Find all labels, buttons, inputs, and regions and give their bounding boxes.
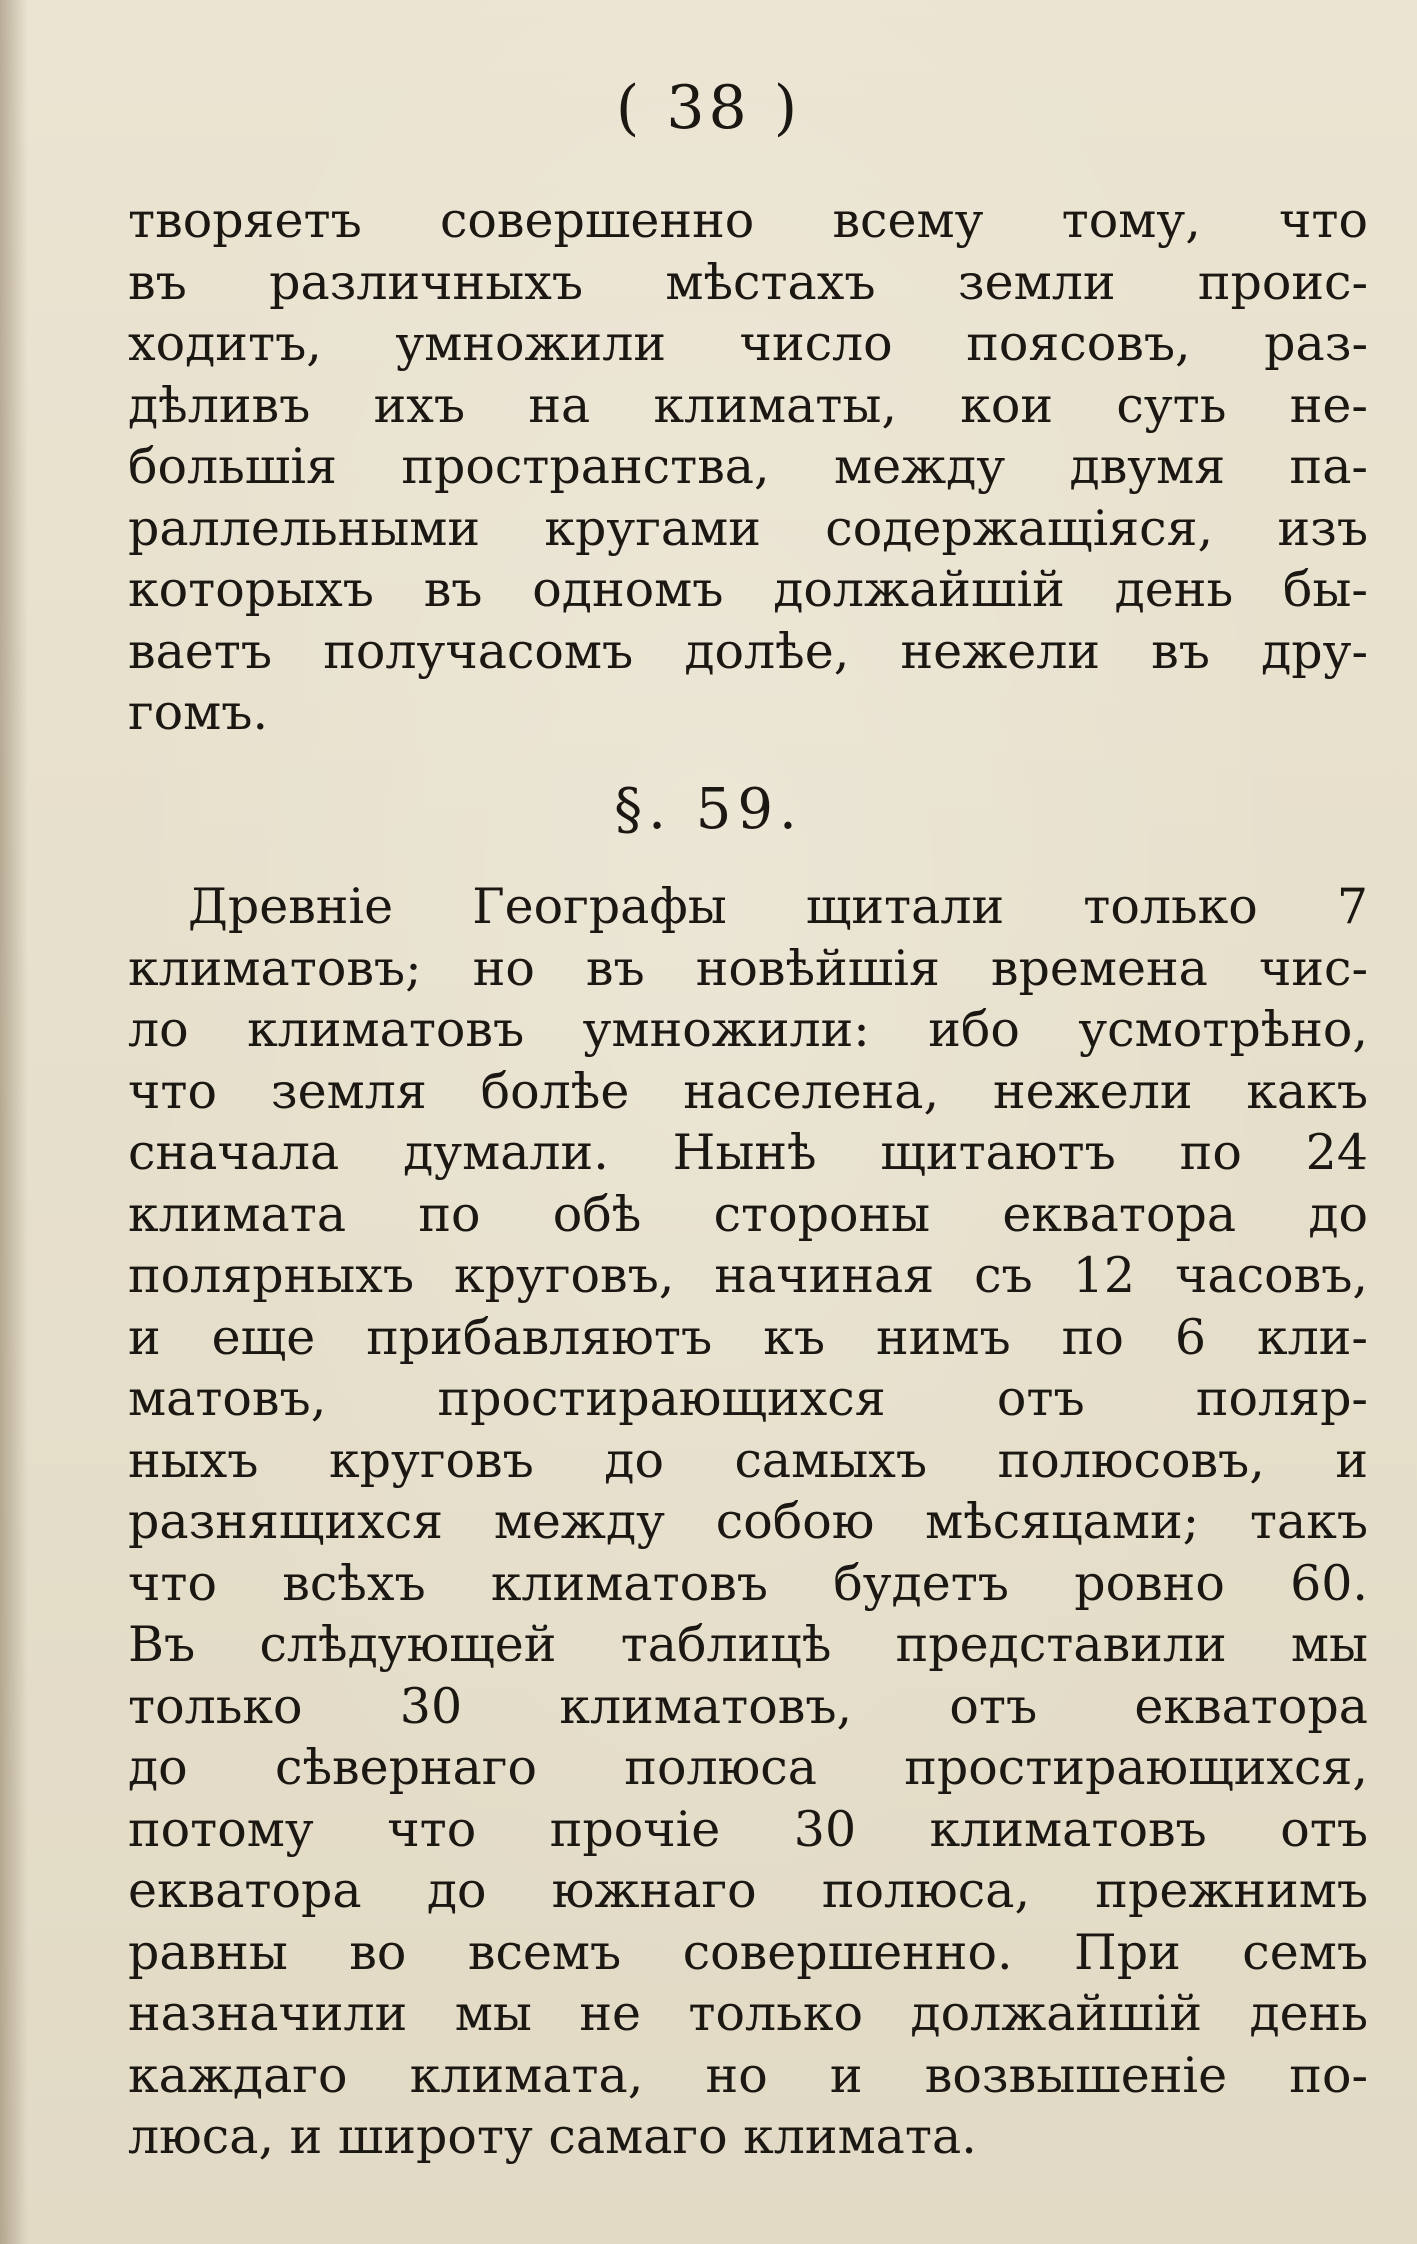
page-number: ( 38 ) xyxy=(615,73,802,143)
text-line: раллельными кругами содержащіяся, изъ xyxy=(128,499,1368,557)
text-line: только 30 климатовъ, отъ екватора xyxy=(128,1677,1368,1735)
text-line: екватора до южнаго полюса, прежнимъ xyxy=(128,1862,1368,1919)
text-line: Древніе Географы щитали только 7 xyxy=(188,878,1368,935)
text-line: сначала думали. Нынѣ щитаютъ по 24 xyxy=(128,1124,1368,1181)
text-line: что всѣхъ климатовъ будетъ ровно 60. xyxy=(128,1554,1368,1612)
binding-shadow xyxy=(0,0,28,2244)
text-line: назначили мы не только должайшій день xyxy=(128,1985,1368,2042)
text-line: люса, и широту самаго климата. xyxy=(128,2108,977,2165)
text-line: дѣливъ ихъ на климаты, кои суть не- xyxy=(128,376,1368,434)
text-line: творяетъ совершенно всему тому, что xyxy=(128,192,1368,249)
paragraph-section-59 xyxy=(128,876,1368,2168)
text-line: большія пространства, между двумя па- xyxy=(128,438,1368,495)
section-heading: §. 59. xyxy=(614,777,803,842)
text-line: равны во всемъ совершенно. При семъ xyxy=(128,1923,1368,1981)
text-line: климата по обѣ стороны екватора до xyxy=(128,1185,1368,1243)
text-line: въ различныхъ мѣстахъ земли проис- xyxy=(128,253,1368,311)
text-line: ныхъ круговъ до самыхъ полюсовъ, и xyxy=(128,1431,1368,1489)
text-line: климатовъ; но въ новѣйшія времена чис- xyxy=(128,939,1368,997)
text-line: до сѣвернаго полюса простирающихся, xyxy=(128,1739,1368,1796)
text-line: ваетъ получасомъ долѣе, нежели въ дру- xyxy=(128,622,1368,680)
text-line: разнящихся между собою мѣсяцами; такъ xyxy=(128,1493,1368,1550)
text-line: полярныхъ круговъ, начиная съ 12 часовъ, xyxy=(128,1247,1368,1304)
text-line: ло климатовъ умножили: ибо усмотрѣно, xyxy=(128,1001,1368,1058)
paragraph-continuation xyxy=(128,190,1368,744)
text-line: ходитъ, умножили число поясовъ, раз- xyxy=(128,315,1368,372)
text-line: и еще прибавляютъ къ нимъ по 6 кли- xyxy=(128,1308,1368,1366)
text-line: потому что прочіе 30 климатовъ отъ xyxy=(128,1800,1368,1858)
text-line: матовъ, простирающихся отъ поляр- xyxy=(128,1370,1368,1427)
text-line: гомъ. xyxy=(128,684,269,741)
text-line: Въ слѣдующей таблицѣ представили мы xyxy=(128,1616,1368,1673)
text-line: что земля болѣе населена, нежели какъ xyxy=(128,1062,1368,1120)
text-line: каждаго климата, но и возвышеніе по- xyxy=(128,2046,1368,2104)
text-line: которыхъ въ одномъ должайшій день бы- xyxy=(128,561,1368,618)
